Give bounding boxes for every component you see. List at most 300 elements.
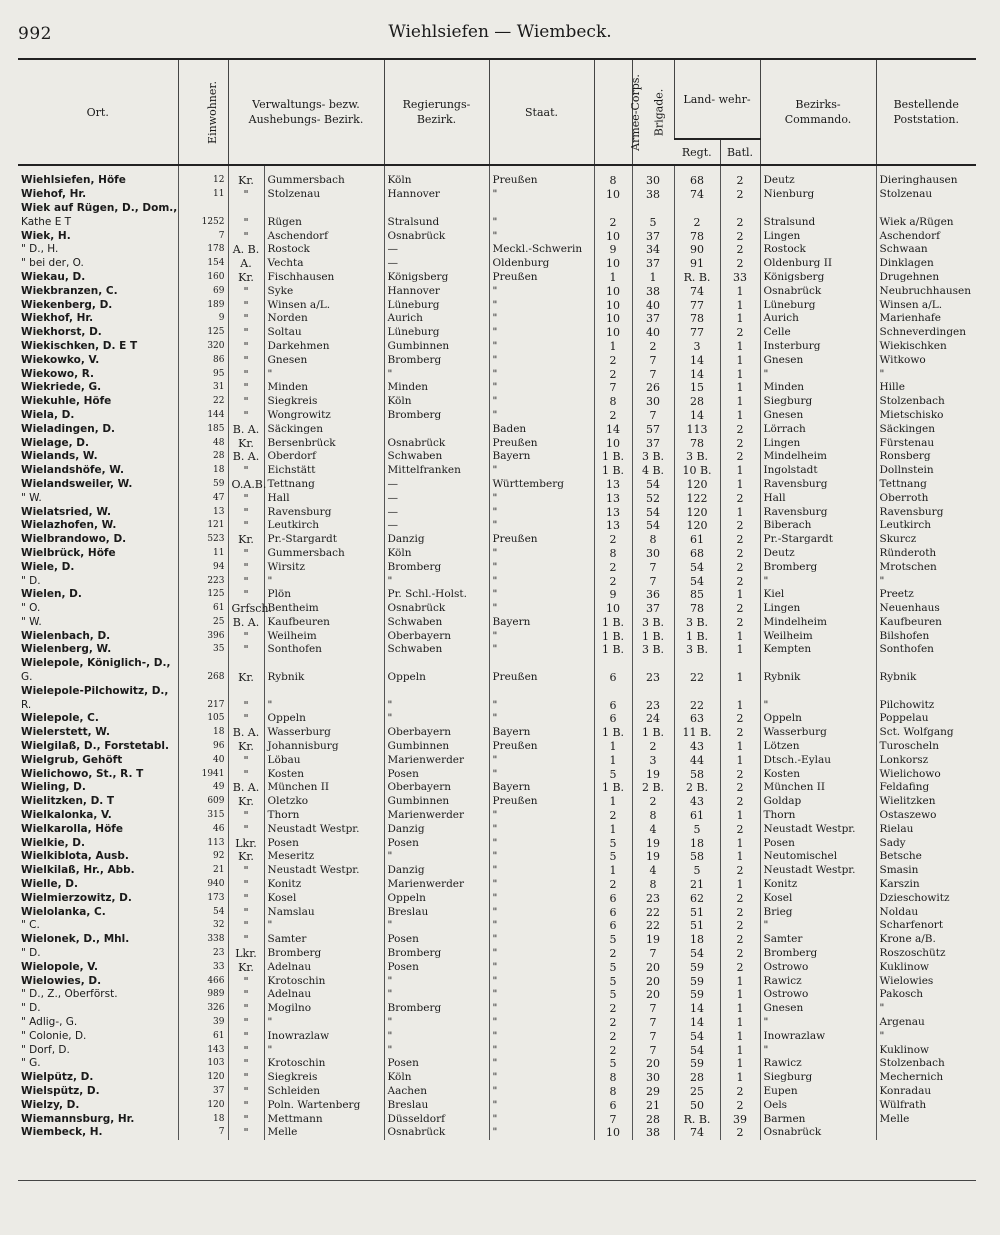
cell-einwohner: 48 <box>178 436 228 450</box>
cell-poststation: Ostaszewo <box>876 809 976 823</box>
running-title: Wiehlsiefen — Wiembeck. <box>388 22 612 42</box>
cell-einwohner: 32 <box>178 919 228 933</box>
cell-verwaltungsbezirk: Schleiden <box>264 1085 384 1099</box>
table-row <box>18 1126 976 1140</box>
cell-verwaltungsbezirk: Hall <box>264 491 384 505</box>
cell-regierungsbezirk: Breslau <box>384 905 489 919</box>
cell-landwehr-regt: 2 B. <box>674 781 720 795</box>
cell-landwehr-batl: 2 <box>720 822 760 836</box>
cell-poststation: Sct. Wolfgang <box>876 726 976 740</box>
cell-ort: Wielkalonka, V. <box>21 809 112 822</box>
cell-brigade: 52 <box>632 491 674 505</box>
cell-bezirk-type: " <box>228 1071 264 1085</box>
table-row <box>18 616 976 630</box>
cell-poststation: Hille <box>876 381 976 395</box>
header-brigade-label: Brigade. <box>651 88 665 136</box>
cell-landwehr-regt: R. B. <box>674 1112 720 1126</box>
cell-einwohner: 7 <box>178 1126 228 1140</box>
header-landwehr: Land- wehr- <box>674 59 760 139</box>
cell-landwehr-regt: 18 <box>674 836 720 850</box>
cell-regierungsbezirk: Oberbayern <box>384 781 489 795</box>
cell-regierungsbezirk: — <box>384 478 489 492</box>
cell-landwehr-regt: 28 <box>674 1071 720 1085</box>
cell-verwaltungsbezirk: Weilheim <box>264 629 384 643</box>
cell-landwehr-batl: 1 <box>720 353 760 367</box>
cell-staat: " <box>489 491 594 505</box>
cell-regierungsbezirk: Bromberg <box>384 1002 489 1016</box>
table-row <box>18 353 976 367</box>
cell-einwohner: 33 <box>178 960 228 974</box>
cell-poststation: Mechernich <box>876 1071 976 1085</box>
table-row <box>18 822 976 836</box>
cell-bezirk-type: Kr. <box>228 960 264 974</box>
cell-poststation: " <box>876 367 976 381</box>
table-row <box>18 795 976 809</box>
cell-armee-corps: 5 <box>594 988 632 1002</box>
table-row <box>18 1057 976 1071</box>
cell-staat: " <box>489 933 594 947</box>
cell-brigade: 7 <box>632 1016 674 1030</box>
cell-einwohner: 223 <box>178 574 228 588</box>
cell-landwehr-regt: 120 <box>674 478 720 492</box>
cell-landwehr-regt: 15 <box>674 381 720 395</box>
cell-bezirks-commando: Neutomischel <box>760 850 876 864</box>
cell-einwohner: 320 <box>178 340 228 354</box>
cell-einwohner: 96 <box>178 740 228 754</box>
cell-ort: Wielatsried, W. <box>21 505 112 518</box>
cell-poststation: Stolzenbach <box>876 395 976 409</box>
cell-landwehr-regt: 59 <box>674 974 720 988</box>
cell-verwaltungsbezirk: Minden <box>264 381 384 395</box>
cell-landwehr-batl: 2 <box>720 919 760 933</box>
cell-ort: Wieladingen, D. <box>21 422 116 435</box>
cell-regierungsbezirk: Danzig <box>384 822 489 836</box>
cell-einwohner: 120 <box>178 1071 228 1085</box>
cell-bezirk-type: " <box>228 643 264 657</box>
cell-landwehr-batl: 1 <box>720 1029 760 1043</box>
cell-bezirk-type: Kr. <box>228 436 264 450</box>
cell-landwehr-regt: 25 <box>674 1085 720 1099</box>
cell-brigade: 19 <box>632 836 674 850</box>
cell-landwehr-regt: 50 <box>674 1098 720 1112</box>
cell-landwehr-batl: 2 <box>720 422 760 436</box>
cell-einwohner: 25 <box>178 616 228 630</box>
cell-brigade: 22 <box>632 905 674 919</box>
cell-einwohner: 40 <box>178 753 228 767</box>
cell-bezirk-type: " <box>228 395 264 409</box>
cell-verwaltungsbezirk: Fischhausen <box>264 271 384 285</box>
cell-landwehr-regt: 120 <box>674 519 720 533</box>
cell-brigade: 2 <box>632 795 674 809</box>
cell-ort: Wielandsweiler, W. <box>21 477 133 490</box>
cell-staat: " <box>489 1016 594 1030</box>
cell-poststation: Neubruchhausen <box>876 284 976 298</box>
cell-landwehr-regt: 78 <box>674 312 720 326</box>
cell-brigade: 7 <box>632 367 674 381</box>
cell-bezirks-commando: Königsberg <box>760 271 876 285</box>
cell-poststation: " <box>876 574 976 588</box>
cell-verwaltungsbezirk: Ravensburg <box>264 505 384 519</box>
cell-regierungsbezirk: Köln <box>384 395 489 409</box>
cell-poststation: Schwaan <box>876 243 976 257</box>
cell-staat: " <box>489 381 594 395</box>
cell-staat: Preußen <box>489 436 594 450</box>
table-row <box>18 381 976 395</box>
cell-regierungsbezirk: Posen <box>384 836 489 850</box>
table-row <box>18 1085 976 1099</box>
cell-armee-corps: 5 <box>594 960 632 974</box>
cell-regierungsbezirk: — <box>384 257 489 271</box>
cell-landwehr-regt: 3 B. <box>674 643 720 657</box>
cell-landwehr-regt: 77 <box>674 298 720 312</box>
cell-armee-corps: 10 <box>594 312 632 326</box>
cell-bezirks-commando: Lingen <box>760 436 876 450</box>
cell-bezirk-type: " <box>228 588 264 602</box>
cell-bezirks-commando: Ostrowo <box>760 988 876 1002</box>
cell-regierungsbezirk: " <box>384 988 489 1002</box>
cell-armee-corps: 1 B. <box>594 781 632 795</box>
cell-ort: " Colonie, D. <box>21 1029 87 1042</box>
cell-landwehr-regt: 61 <box>674 809 720 823</box>
cell-regierungsbezirk: Marienwerder <box>384 753 489 767</box>
cell-bezirk-type: " <box>228 491 264 505</box>
table-row <box>18 284 976 298</box>
cell-landwehr-batl: 1 <box>720 409 760 423</box>
cell-armee-corps: 9 <box>594 243 632 257</box>
cell-einwohner: 47 <box>178 491 228 505</box>
cell-staat: Meckl.-Schwerin <box>489 243 594 257</box>
cell-landwehr-batl <box>720 684 760 698</box>
cell-bezirk-type: " <box>228 822 264 836</box>
cell-bezirks-commando: Barmen <box>760 1112 876 1126</box>
table-row <box>18 326 976 340</box>
cell-armee-corps: 2 <box>594 560 632 574</box>
table-row <box>18 450 976 464</box>
table-row <box>18 547 976 561</box>
cell-bezirks-commando: Nienburg <box>760 188 876 202</box>
cell-armee-corps: 6 <box>594 698 632 712</box>
header-armee-label: Armee-Corps. <box>628 73 642 151</box>
cell-brigade: 1 B. <box>632 726 674 740</box>
cell-landwehr-batl: 1 <box>720 1057 760 1071</box>
header-einwohner <box>178 59 228 165</box>
cell-verwaltungsbezirk: Samter <box>264 933 384 947</box>
table-row <box>18 257 976 271</box>
table-row <box>18 491 976 505</box>
table-row <box>18 574 976 588</box>
cell-landwehr-batl: 2 <box>720 165 760 188</box>
cell-staat: Baden <box>489 422 594 436</box>
cell-staat: " <box>489 298 594 312</box>
cell-verwaltungsbezirk: Namslau <box>264 905 384 919</box>
cell-ort: Wielzy, D. <box>21 1098 80 1111</box>
cell-landwehr-batl: 2 <box>720 726 760 740</box>
cell-poststation <box>876 657 976 671</box>
cell-staat: " <box>489 767 594 781</box>
cell-staat: Preußen <box>489 271 594 285</box>
cell-brigade: 7 <box>632 1043 674 1057</box>
cell-bezirks-commando: Ingolstadt <box>760 464 876 478</box>
cell-bezirks-commando: Lüneburg <box>760 298 876 312</box>
table-row <box>18 271 976 285</box>
cell-armee-corps <box>594 202 632 216</box>
cell-brigade: 22 <box>632 919 674 933</box>
cell-regierungsbezirk: Oppeln <box>384 891 489 905</box>
cell-brigade: 40 <box>632 326 674 340</box>
cell-armee-corps <box>594 657 632 671</box>
cell-einwohner: 120 <box>178 1098 228 1112</box>
cell-armee-corps: 13 <box>594 491 632 505</box>
cell-bezirks-commando: Ravensburg <box>760 478 876 492</box>
cell-einwohner: 466 <box>178 974 228 988</box>
cell-poststation: Pilchowitz <box>876 698 976 712</box>
cell-bezirks-commando: Rawicz <box>760 974 876 988</box>
cell-landwehr-regt: 54 <box>674 947 720 961</box>
cell-einwohner: 1252 <box>178 215 228 229</box>
cell-bezirk-type: " <box>228 464 264 478</box>
table-row <box>18 726 976 740</box>
cell-verwaltungsbezirk: Darkehmen <box>264 340 384 354</box>
cell-landwehr-regt: 5 <box>674 822 720 836</box>
cell-brigade: 38 <box>632 188 674 202</box>
cell-poststation: Winsen a/L. <box>876 298 976 312</box>
cell-ort: " D. <box>21 574 41 587</box>
cell-verwaltungsbezirk: " <box>264 1016 384 1030</box>
table-row <box>18 1112 976 1126</box>
cell-landwehr-batl: 2 <box>720 326 760 340</box>
cell-brigade: 34 <box>632 243 674 257</box>
cell-bezirk-type: A. B. <box>228 243 264 257</box>
header-staat: Staat. <box>489 59 594 165</box>
cell-landwehr-batl: 2 <box>720 864 760 878</box>
cell-brigade: 20 <box>632 960 674 974</box>
cell-bezirk-type: " <box>228 409 264 423</box>
cell-einwohner: 103 <box>178 1057 228 1071</box>
cell-staat: " <box>489 188 594 202</box>
cell-bezirk-type: Kr. <box>228 795 264 809</box>
cell-einwohner: 105 <box>178 712 228 726</box>
cell-regierungsbezirk: " <box>384 367 489 381</box>
cell-landwehr-regt: 5 <box>674 864 720 878</box>
cell-armee-corps: 7 <box>594 381 632 395</box>
cell-bezirk-type: " <box>228 1016 264 1030</box>
cell-bezirks-commando: Celle <box>760 326 876 340</box>
cell-bezirks-commando: Gnesen <box>760 409 876 423</box>
cell-verwaltungsbezirk: Meseritz <box>264 850 384 864</box>
cell-regierungsbezirk: Bromberg <box>384 353 489 367</box>
header-batl: Batl. <box>720 139 760 165</box>
cell-ort: Wielenberg, W. <box>21 643 112 656</box>
cell-poststation: Krone a/B. <box>876 933 976 947</box>
cell-armee-corps: 1 <box>594 795 632 809</box>
cell-verwaltungsbezirk: Siegkreis <box>264 395 384 409</box>
cell-landwehr-batl: 2 <box>720 243 760 257</box>
cell-bezirks-commando: " <box>760 367 876 381</box>
cell-landwehr-regt: 3 <box>674 340 720 354</box>
cell-regierungsbezirk: Schwaben <box>384 616 489 630</box>
table-row <box>18 629 976 643</box>
cell-landwehr-regt: 22 <box>674 671 720 685</box>
cell-verwaltungsbezirk: Adelnau <box>264 988 384 1002</box>
cell-landwehr-regt: 44 <box>674 753 720 767</box>
cell-staat: " <box>489 1029 594 1043</box>
cell-bezirk-type: " <box>228 505 264 519</box>
cell-brigade: 37 <box>632 436 674 450</box>
cell-armee-corps: 5 <box>594 1057 632 1071</box>
cell-landwehr-batl: 1 <box>720 753 760 767</box>
table-row <box>18 1043 976 1057</box>
cell-ort: Wielage, D. <box>21 436 89 449</box>
cell-regierungsbezirk: Königsberg <box>384 271 489 285</box>
cell-landwehr-batl: 2 <box>720 574 760 588</box>
cell-landwehr-batl <box>720 657 760 671</box>
cell-verwaltungsbezirk: Johannisburg <box>264 740 384 754</box>
cell-verwaltungsbezirk: Inowrazlaw <box>264 1029 384 1043</box>
cell-verwaltungsbezirk: " <box>264 367 384 381</box>
cell-verwaltungsbezirk: Siegkreis <box>264 1071 384 1085</box>
cell-armee-corps: 6 <box>594 671 632 685</box>
cell-einwohner: 28 <box>178 450 228 464</box>
cell-brigade: 3 B. <box>632 450 674 464</box>
cell-verwaltungsbezirk: Leutkirch <box>264 519 384 533</box>
cell-brigade: 37 <box>632 602 674 616</box>
cell-landwehr-batl: 2 <box>720 960 760 974</box>
cell-brigade: 37 <box>632 229 674 243</box>
cell-verwaltungsbezirk: Syke <box>264 284 384 298</box>
cell-einwohner: 121 <box>178 519 228 533</box>
cell-ort: Wiekhof, Hr. <box>21 312 94 325</box>
cell-armee-corps: 8 <box>594 1071 632 1085</box>
table-row <box>18 1002 976 1016</box>
cell-landwehr-batl: 1 <box>720 464 760 478</box>
table-row <box>18 947 976 961</box>
cell-einwohner: 178 <box>178 243 228 257</box>
cell-ort: Wielenbach, D. <box>21 629 111 642</box>
cell-poststation: Tettnang <box>876 478 976 492</box>
cell-bezirk-type: " <box>228 340 264 354</box>
cell-staat: " <box>489 519 594 533</box>
table-row <box>18 1098 976 1112</box>
cell-bezirk-type <box>228 202 264 216</box>
cell-armee-corps: 10 <box>594 229 632 243</box>
cell-ort: Wiekbranzen, C. <box>21 284 118 297</box>
cell-landwehr-batl: 1 <box>720 878 760 892</box>
cell-brigade: 4 <box>632 822 674 836</box>
cell-ort: Wielspütz, D. <box>21 1084 100 1097</box>
cell-poststation: Karszin <box>876 878 976 892</box>
cell-landwehr-regt: 54 <box>674 560 720 574</box>
cell-brigade: 7 <box>632 1029 674 1043</box>
cell-brigade: 36 <box>632 588 674 602</box>
cell-staat: " <box>489 712 594 726</box>
cell-verwaltungsbezirk: " <box>264 919 384 933</box>
cell-ort: Wiela, D. <box>21 408 75 421</box>
cell-bezirk-type <box>228 684 264 698</box>
cell-einwohner: 18 <box>178 726 228 740</box>
cell-poststation: Oberroth <box>876 491 976 505</box>
cell-ort: Wielle, D. <box>21 878 78 891</box>
cell-ort: " W. <box>21 615 42 628</box>
cell-einwohner: 173 <box>178 891 228 905</box>
cell-regierungsbezirk: Gumbinnen <box>384 340 489 354</box>
cell-ort: Wiekowo, R. <box>21 367 95 380</box>
cell-regierungsbezirk: Marienwerder <box>384 878 489 892</box>
cell-landwehr-batl: 2 <box>720 933 760 947</box>
cell-staat: " <box>489 1085 594 1099</box>
cell-regierungsbezirk: Aurich <box>384 312 489 326</box>
cell-landwehr-batl: 2 <box>720 547 760 561</box>
cell-poststation: Pakosch <box>876 988 976 1002</box>
cell-landwehr-batl <box>720 202 760 216</box>
cell-poststation: Wielichowo <box>876 767 976 781</box>
cell-ort: Wiekuhle, Höfe <box>21 395 112 408</box>
cell-landwehr-regt: 85 <box>674 588 720 602</box>
cell-bezirks-commando: Osnabrück <box>760 284 876 298</box>
cell-regierungsbezirk: Marienwerder <box>384 809 489 823</box>
cell-brigade <box>632 684 674 698</box>
cell-armee-corps: 10 <box>594 284 632 298</box>
cell-poststation: Schneverdingen <box>876 326 976 340</box>
cell-landwehr-batl: 2 <box>720 1098 760 1112</box>
cell-landwehr-regt: 68 <box>674 547 720 561</box>
cell-regierungsbezirk: — <box>384 243 489 257</box>
cell-regierungsbezirk: " <box>384 919 489 933</box>
table-row <box>18 905 976 919</box>
cell-staat: " <box>489 643 594 657</box>
cell-verwaltungsbezirk: Bersenbrück <box>264 436 384 450</box>
cell-ort: Wielichowo, St., R. T <box>21 767 144 780</box>
cell-landwehr-batl: 2 <box>720 1085 760 1099</box>
cell-einwohner: 989 <box>178 988 228 1002</box>
cell-ort: Wielpütz, D. <box>21 1071 94 1084</box>
cell-staat: " <box>489 947 594 961</box>
cell-armee-corps: 2 <box>594 1002 632 1016</box>
cell-regierungsbezirk <box>384 684 489 698</box>
cell-bezirk-type: Grfsch. <box>228 602 264 616</box>
header-regierung: Regierungs- Bezirk. <box>384 59 489 165</box>
cell-landwehr-regt: 113 <box>674 422 720 436</box>
cell-landwehr-regt: 59 <box>674 988 720 1002</box>
cell-brigade: 7 <box>632 560 674 574</box>
cell-bezirk-type: " <box>228 891 264 905</box>
cell-brigade: 3 B. <box>632 643 674 657</box>
cell-armee-corps: 2 <box>594 533 632 547</box>
cell-bezirks-commando: " <box>760 1016 876 1030</box>
cell-poststation: Dieringhausen <box>876 165 976 188</box>
cell-bezirk-type: B. A. <box>228 450 264 464</box>
cell-ort: Wiekenberg, D. <box>21 298 113 311</box>
table-row <box>18 243 976 257</box>
cell-bezirks-commando: Neustadt Westpr. <box>760 822 876 836</box>
cell-poststation: Noldau <box>876 905 976 919</box>
cell-regierungsbezirk: Posen <box>384 960 489 974</box>
cell-bezirk-type: A. <box>228 257 264 271</box>
cell-einwohner: 7 <box>178 229 228 243</box>
cell-verwaltungsbezirk: Melle <box>264 1126 384 1140</box>
cell-landwehr-regt: 11 B. <box>674 726 720 740</box>
cell-ort: Wielepole, C. <box>21 712 99 725</box>
cell-landwehr-batl: 1 <box>720 809 760 823</box>
cell-bezirks-commando: München II <box>760 781 876 795</box>
cell-staat: " <box>489 1126 594 1140</box>
cell-armee-corps: 2 <box>594 409 632 423</box>
table-row <box>18 340 976 354</box>
cell-poststation: Bilshofen <box>876 629 976 643</box>
cell-verwaltungsbezirk: Adelnau <box>264 960 384 974</box>
cell-brigade: 54 <box>632 505 674 519</box>
cell-landwehr-regt: 51 <box>674 919 720 933</box>
table-row <box>18 505 976 519</box>
